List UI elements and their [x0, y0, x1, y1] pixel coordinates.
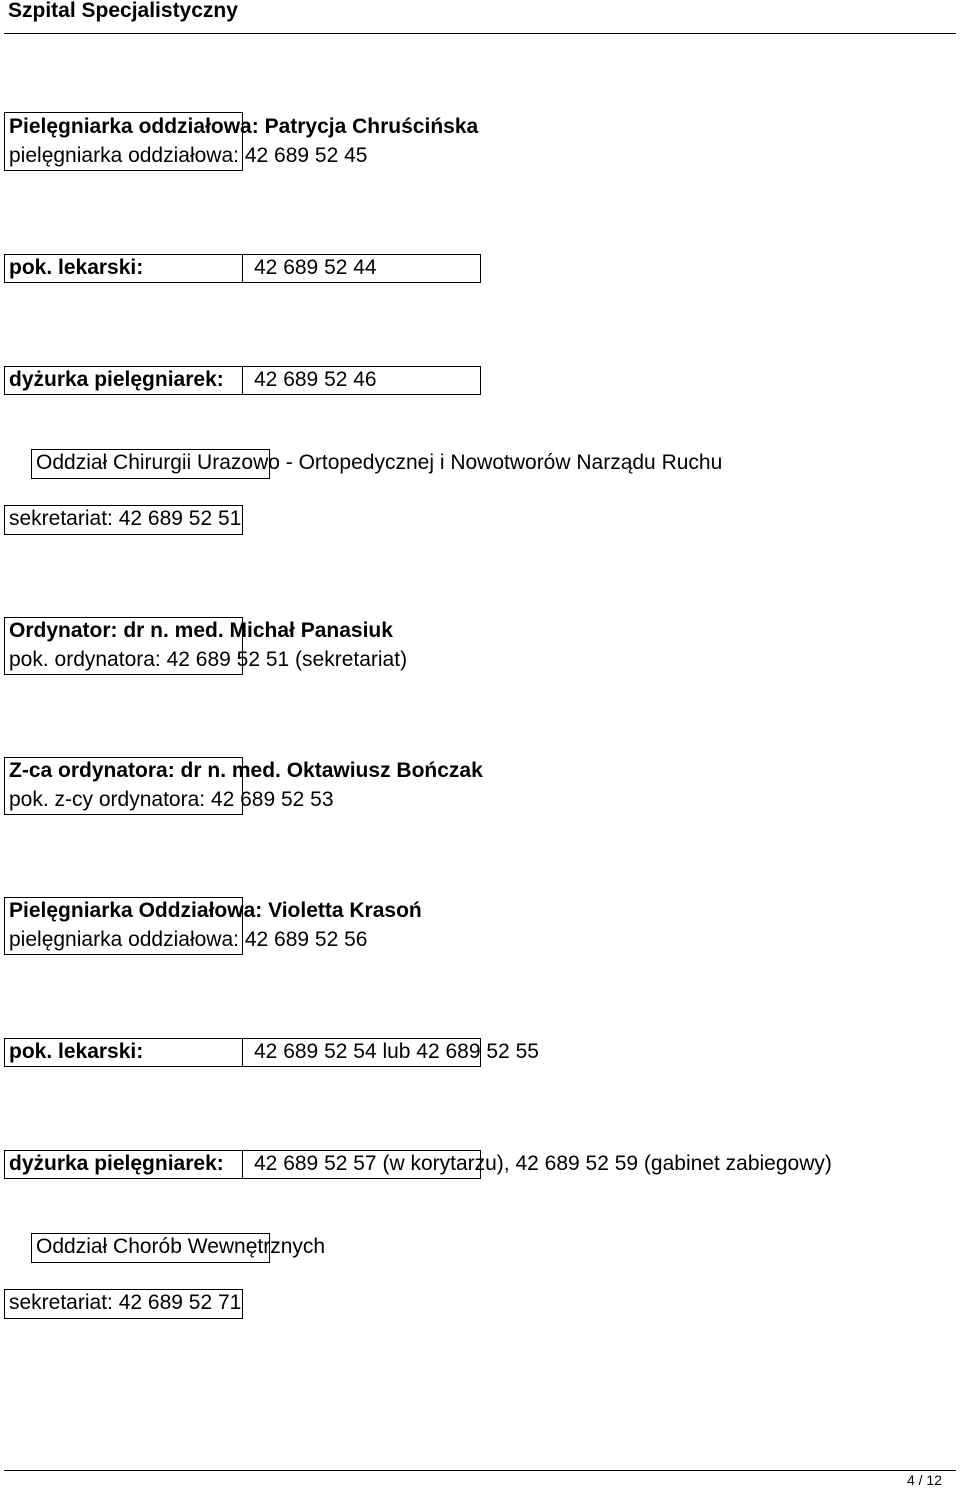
secretariat-phone: sekretariat: 42 689 52 51	[9, 507, 242, 530]
head-doctor-name: Ordynator: dr n. med. Michał Panasiuk	[9, 619, 393, 642]
nurses-duty-table-divider	[242, 366, 243, 395]
page-number: 4 / 12	[906, 1472, 942, 1488]
nurse-head-phone: pielęgniarka oddziałowa: 42 689 52 45	[9, 144, 368, 167]
doctors-room-table-divider	[242, 254, 243, 283]
department-title: Oddział Chirurgii Urazowo - Ortopedycznej i Nowotworów Narządu Ruchu	[36, 451, 723, 474]
doctors-room-label: pok. lekarski:	[9, 256, 144, 279]
footer-divider	[4, 1470, 956, 1471]
nurse-head-phone-2: pielęgniarka oddziałowa: 42 689 52 56	[9, 928, 368, 951]
doctors-room-label-2: pok. lekarski:	[9, 1040, 144, 1063]
nurse-head-name-2: Pielęgniarka Oddziałowa: Violetta Krasoń	[9, 899, 422, 922]
header-divider	[4, 33, 956, 34]
department-title-2: Oddział Chorób Wewnętrznych	[36, 1235, 326, 1258]
deputy-head-name: Z-ca ordynatora: dr n. med. Oktawiusz Bończak	[9, 759, 483, 782]
nurses-duty-label: dyżurka pielęgniarek:	[9, 368, 224, 391]
nurses-duty-label-2: dyżurka pielęgniarek:	[9, 1152, 224, 1175]
nurse-head-name: Pielęgniarka oddziałowa: Patrycja Chruścińska	[9, 115, 479, 138]
deputy-head-phone: pok. z-cy ordynatora: 42 689 52 53	[9, 788, 334, 811]
secretariat-phone-2: sekretariat: 42 689 52 71	[9, 1291, 242, 1314]
head-doctor-phone: pok. ordynatora: 42 689 52 51 (sekretariat)	[9, 648, 408, 671]
doctors-room-value: 42 689 52 44	[254, 256, 377, 279]
nurses-duty-value: 42 689 52 46	[254, 368, 377, 391]
doctors-room-table-divider-2	[242, 1038, 243, 1067]
doctors-room-value-2: 42 689 52 54 lub 42 689 52 55	[254, 1040, 539, 1063]
nurses-duty-value-2: 42 689 52 57 (w korytarzu), 42 689 52 59 (gabinet zabiegowy)	[254, 1152, 832, 1175]
nurses-duty-table-divider-2	[242, 1150, 243, 1179]
document-header-title: Szpital Specjalistyczny	[8, 0, 238, 22]
